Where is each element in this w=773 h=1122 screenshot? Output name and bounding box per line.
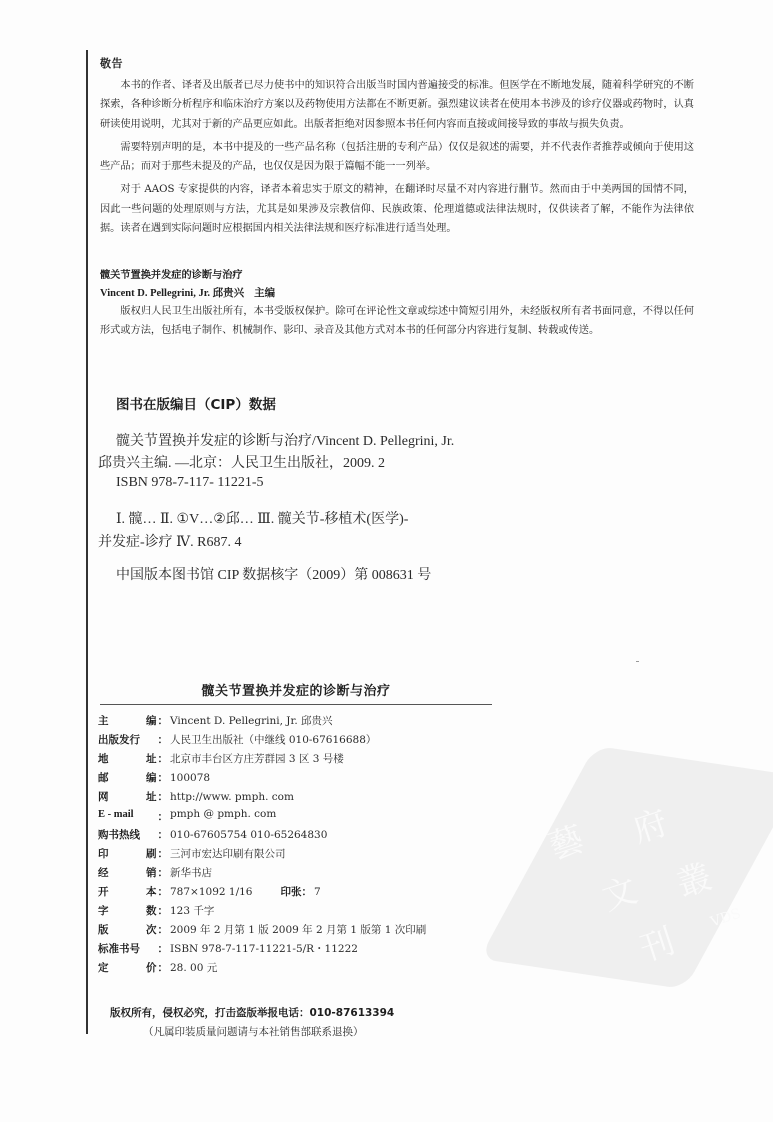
colophon-label: 邮 编： [98,772,168,784]
colophon-value: 北京市丰台区方庄芳群园 3 区 3 号楼 [170,753,344,765]
notice-body [100,76,694,242]
cip-line: 邱贵兴主编. —北京：人民卫生出版社，2009. 2 [98,456,385,471]
colophon-row-postcode [98,770,210,788]
watermark-glyph: 叢 [671,856,717,906]
left-margin-rule [86,50,88,1034]
colophon-label: 地 址： [98,753,168,765]
colophon-value: 100078 [170,772,211,784]
watermark-glyph: 府 [627,802,673,852]
editors-role: 主编 [254,288,276,299]
colophon-row-email [98,808,276,826]
cip-isbn: ISBN 978-7-117- 11221-5 [116,475,264,490]
colophon-label: 网 址： [98,791,168,803]
book-title-small: 髋关节置换并发症的诊断与治疗 [100,270,243,281]
colophon-row-distributor [98,865,212,883]
cip-classification: Ⅰ. 髋… Ⅱ. ①V…②邱… Ⅲ. 髋关节-移植术(医学)- [116,512,409,527]
colophon-label: 开 本： [98,886,168,898]
watermark-glyph: 刊 [635,921,680,970]
editors-names: Vincent D. Pellegrini, Jr. 邱贵兴 [100,288,245,299]
colophon-value: 123 千字 [170,905,215,917]
colophon-row-website [98,789,294,807]
return-notice: （凡属印装质量问题请与本社销售部联系退换） [143,1026,364,1038]
colophon-row-hotline [98,827,327,845]
colophon-label: 标准书号 ： [98,943,168,955]
colophon-row-price [98,960,217,978]
colophon-row-format [98,884,321,902]
notice-heading: 敬告 [100,57,123,70]
notice-paragraph: 本书的作者、译者及出版者已尽力使书中的知识符合出版当时国内普遍接受的标准。但医学在不断地发展，随着科学研究的不断探索，各种诊断分析程序和临床治疗方案以及药物使用方法都在不断更新。强烈建议读者在使用本书涉及的诊疗仪器或药物时，认真研读使用说明，尤其对于新的产品更应如此。出版者拒绝对因参照本书任何内容而直接或间接导致的事故与损失负责。 [100,80,694,130]
book-editors-small [100,285,694,300]
colophon-row-printer [98,846,286,864]
colophon-label: 字 数： [98,905,168,917]
website-link[interactable]: http://www. pmph. com [170,791,294,803]
colophon-label: 主 编： [98,715,168,727]
colophon-value: 人民卫生出版社（中继线 010-67616688） [170,734,377,746]
watermark-glyph: VDS [708,905,743,931]
cip-record-number: 中国版本图书馆 CIP 数据核字（2009）第 008631 号 [116,568,432,583]
colophon-label: 购书热线 ： [98,829,168,841]
colophon-value: 7 [313,886,321,898]
notice-paragraph: 需要特别声明的是，本书中提及的一些产品名称（包括注册的专利产品）仅仅是叙述的需要，并不代表作者推荐或倾向于使用这些产品；而对于那些未提及的产品，也仅仅是因为限于篇幅不能一一列举。 [100,141,694,173]
email-link[interactable]: pmph @ pmph. com [170,808,277,820]
cip-classification: 并发症-诊疗 Ⅳ. R687. 4 [98,535,242,550]
piracy-notice: 版权所有，侵权必究，打击盗版举报电话：010-87613394 [110,1007,395,1019]
colophon-row-isbn [98,941,358,959]
colophon-row-chief-editor [98,713,333,731]
colophon-label: 版 次： [98,924,168,936]
colophon-value: Vincent D. Pellegrini, Jr. 邱贵兴 [170,715,333,727]
colophon-value: 2009 年 2 月第 1 版 2009 年 2 月第 1 版第 1 次印刷 [170,924,427,936]
colophon-divider [100,704,492,705]
colophon-value: 787×1092 1/16 [170,886,253,898]
colophon-label: 定 价： [98,962,168,974]
cip-line: 髋关节置换并发症的诊断与治疗/Vincent D. Pellegrini, Jr. [116,434,455,449]
colophon-row-edition [98,922,426,940]
colophon-value: 三河市宏达印刷有限公司 [170,848,286,860]
colophon-value: ISBN 978-7-117-11221-5/R・11222 [170,943,358,955]
colophon-label: E - mail ： [98,809,168,823]
colophon-value: 010-67605754 010-65264830 [170,829,328,841]
colophon-row-word-count [98,903,214,921]
colophon-row-address [98,751,344,769]
colophon-label: 经 销： [98,867,168,879]
watermark-glyph: 文 [597,870,643,919]
copyright-paragraph: 版权归人民卫生出版社所有，本书受版权保护。除可在评论性文章或综述中简短引用外，未经版权所有者书面同意，不得以任何形式或方法，包括电子制作、机械制作、影印、录音及其他方式对本书的任何部分内容进行复制、转载或传送。 [100,306,694,337]
scan-speck [636,661,639,662]
cip-heading: 图书在版编目（CIP）数据 [116,397,276,413]
colophon-label: 出版发行 ： [98,734,168,746]
colophon-value: 新华书店 [170,867,212,879]
colophon-label: 印 刷： [98,848,168,860]
colophon-row-publisher [98,732,376,750]
watermark-glyph: 藝 [544,819,589,868]
colophon-label: 印张： [280,886,312,898]
colophon-title: 髋关节置换并发症的诊断与治疗 [201,684,391,699]
copyright-statement [100,302,694,341]
notice-paragraph: 对于 AAOS 专家提供的内容，译者本着忠实于原文的精神，在翻译时尽量不对内容进行删节。然而由于中美两国的国情不同，因此一些问题的处理原则与方法，尤其是如果涉及宗教信仰、民族政策、伦理道德或法律法规时，仅供读者了解，不能作为法律依据。读者在遇到实际问题时应根据国内相关法律法规和医疗标准进行适当处理。 [100,184,694,235]
colophon-value: 28. 00 元 [170,962,218,974]
